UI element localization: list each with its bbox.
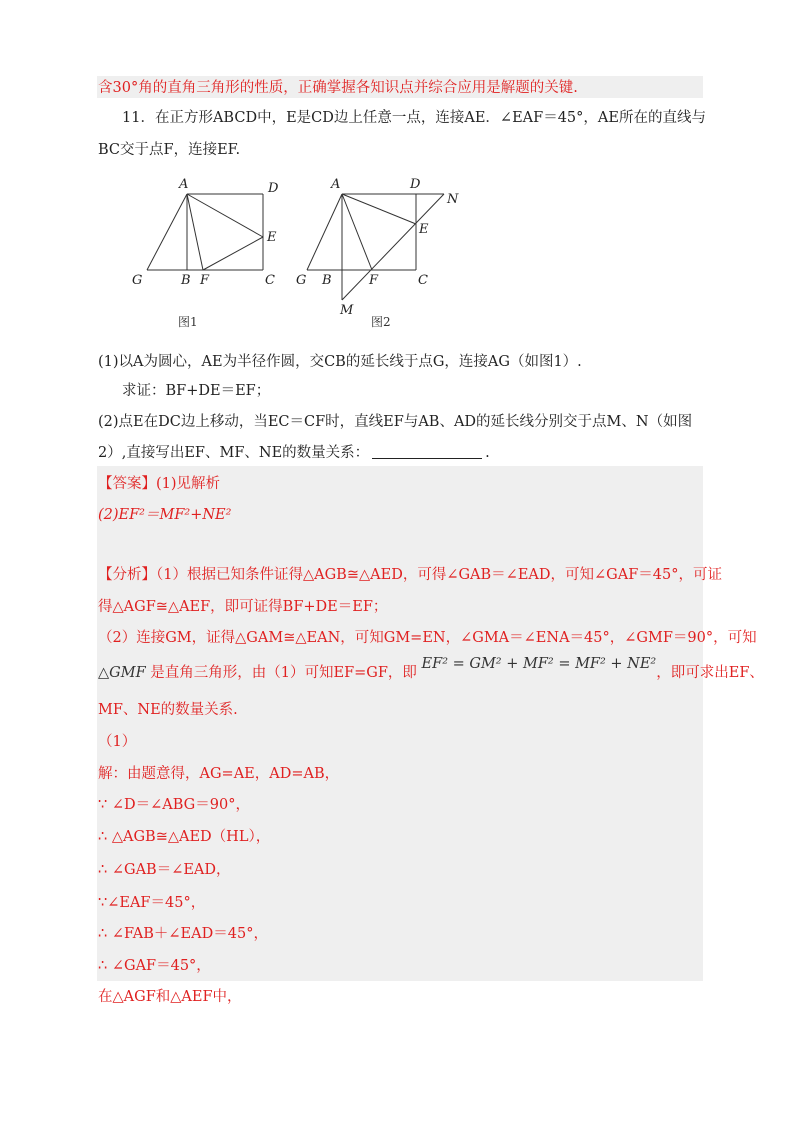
analysis-line-1	[98, 565, 722, 585]
fig2-line-MN	[342, 194, 444, 300]
answer-blank	[372, 444, 482, 459]
answer-1: (1)见解析	[156, 476, 221, 492]
analysis-line-2: 得△AGF≅△AEF，即可证得BF+DE＝EF；	[98, 599, 388, 615]
part1-text: (1)以A为圆心，AE为半径作圆，交CB的延长线于点G，连接AG（如图1）.	[98, 354, 582, 370]
answer-tag: 【答案】	[98, 476, 156, 492]
fig2-label-F: F	[369, 273, 379, 288]
answer-line-1	[98, 474, 220, 494]
problem-line-2: BC交于点F，连接EF.	[98, 142, 241, 158]
fig1-line-AE	[187, 194, 263, 237]
analysis-line-3: （2）连接GM，证得△GAM≅△EAN，可知GM=EN，∠GMA＝∠ENA＝45°，∠GMF＝90°，可知	[98, 630, 757, 646]
fig2-label-E: E	[419, 222, 429, 237]
answer-2: (2)EF²＝MF²+NE²	[98, 507, 232, 523]
analysis-l1: （1）根据已知条件证得△AGB≅△AED，可得∠GAB＝∠EAD，可知∠GAF＝45°，可证	[156, 567, 722, 583]
part2-line-2	[98, 443, 490, 463]
solution-line-8: 在△AGF和△AEF中，	[98, 989, 242, 1005]
fig1-line-AG	[147, 194, 187, 270]
solution-part-label: （1）	[98, 734, 137, 750]
fig1-line-AF	[187, 194, 203, 270]
solution-line-6: ∴ ∠FAB＋∠EAD＝45°，	[98, 926, 268, 942]
analysis-l4a: △GMF	[98, 665, 146, 681]
solution-line-2: ∵ ∠D＝∠ABG＝90°，	[98, 797, 250, 813]
analysis-l4b: 是直角三角形，由（1）可知EF=GF，即	[150, 665, 417, 681]
fig2-label-C: C	[418, 273, 428, 288]
fig2-label-N: N	[447, 192, 459, 207]
fig1-label-C: C	[265, 273, 275, 288]
solution-line-3: ∴ △AGB≅△AED（HL），	[98, 829, 271, 845]
fig2-label-M: M	[340, 303, 354, 318]
part1-prove: 求证：BF+DE＝EF；	[122, 383, 271, 399]
analysis-formula: EF² = GM² + MF² = MF² + NE²	[421, 656, 657, 672]
part2-line-1: (2)点E在DC边上移动，当EC＝CF时，直线EF与AB、AD的延长线分别交于点M、N（如图	[98, 414, 693, 430]
top-note: 含30°角的直角三角形的性质，正确掌握各知识点并综合应用是解题的关键.	[98, 80, 578, 96]
analysis-l4d: ，即可求出EF、	[656, 665, 764, 681]
analysis-line-4	[98, 656, 764, 683]
figure-1	[147, 194, 263, 270]
solution-line-4: ∴ ∠GAB＝∠EAD，	[98, 862, 231, 878]
fig1-label-D: D	[268, 181, 279, 196]
part2-end: .	[485, 445, 490, 461]
fig2-line-AF	[342, 194, 372, 270]
fig2-label-A: A	[331, 177, 341, 192]
fig2-label-G: G	[296, 273, 307, 288]
fig1-label-F: F	[200, 273, 210, 288]
fig1-label-E: E	[267, 230, 277, 245]
analysis-line-5: MF、NE的数量关系.	[98, 702, 238, 718]
fig1-caption: 图1	[178, 315, 198, 329]
part2-line-2-text: 2）,直接写出EF、MF、NE的数量关系：	[98, 445, 370, 461]
fig2-line-AE	[342, 194, 416, 224]
fig2-label-B: B	[322, 273, 332, 288]
fig2-caption: 图2	[371, 315, 391, 329]
fig2-label-D: D	[410, 177, 421, 192]
fig1-label-G: G	[132, 273, 143, 288]
solution-line-5: ∵∠EAF＝45°，	[98, 895, 206, 911]
analysis-tag: 【分析】	[98, 567, 156, 583]
fig1-line-EF	[203, 237, 263, 270]
problem-line-1: 11．在正方形ABCD中，E是CD边上任意一点，连接AE．∠EAF＝45°，AE所在的直线与	[122, 110, 706, 126]
geometry-figures	[0, 170, 800, 335]
solution-line-1: 解：由题意得，AG=AE，AD=AB，	[98, 766, 340, 782]
solution-line-7: ∴ ∠GAF＝45°，	[98, 958, 211, 974]
fig1-label-B: B	[181, 273, 191, 288]
fig2-line-AG	[307, 194, 342, 270]
fig1-label-A: A	[179, 177, 189, 192]
